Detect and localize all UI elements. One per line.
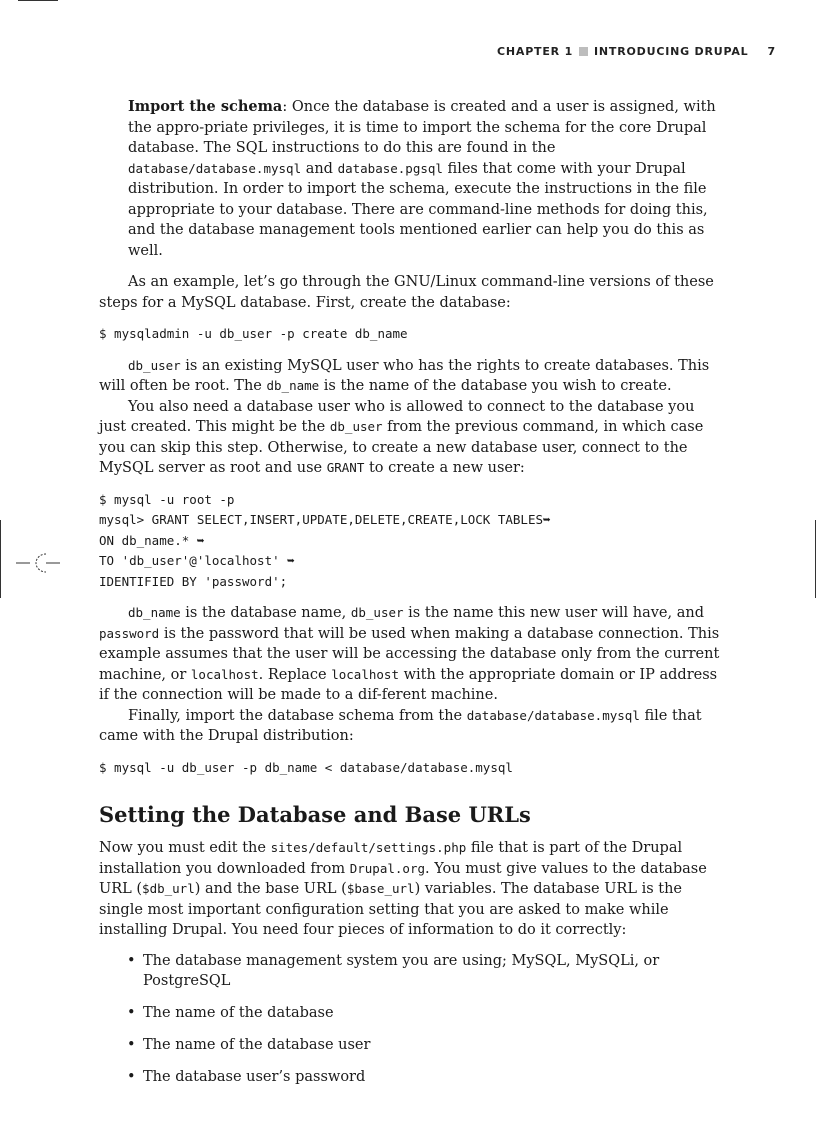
margin-rule-left (0, 520, 1, 598)
grant-explanation-paragraph: db_name is the database name, db_user is the name this new user will have, and password is the password that will be used when making a database connection. This example assumes that the user will be accessing the database only from the current machine, or localhost. Replace localhost with the appropriate domain or IP address if the connection will be made to a dif-ferent machine. (99, 605, 720, 703)
page-body (99, 97, 724, 1099)
code-mysqladmin: $ mysqladmin -u db_user -p create db_name (99, 326, 408, 341)
registration-mark-icon (16, 552, 60, 574)
chapter-label: CHAPTER 1 (497, 44, 574, 58)
separator-square-icon (579, 47, 588, 56)
list-item: • The database user’s password (99, 1067, 724, 1088)
code-line: ON db_name.* ➥ (99, 532, 205, 548)
import-schema-command-paragraph: Finally, import the database schema from the database/database.mysql file that came with the Drupal distribution: (99, 707, 702, 744)
list-item: • The name of the database user (99, 1035, 724, 1056)
requirements-list (99, 951, 724, 1088)
chapter-title: INTRODUCING DRUPAL (594, 44, 749, 58)
running-header (497, 43, 776, 59)
code-line: TO 'db_user'@'localhost' ➥ (99, 553, 295, 568)
code-import-schema: $ mysql -u db_user -p db_name < database/database.mysql (99, 759, 513, 775)
example-paragraph: As an example, let’s go through the GNU/Linux command-line versions of these steps for a MySQL database. First, create the database: (99, 274, 714, 311)
page-number: 7 (767, 44, 776, 58)
crop-mark (18, 0, 58, 1)
db-user-paragraph: db_user is an existing MySQL user who has the rights to create databases. This will often be root. The db_name is the name of the database you wish to create. (99, 357, 710, 394)
code-line: $ mysql -u root -p (99, 491, 235, 507)
import-schema-paragraph: Import the schema: Once the database is created and a user is assigned, with the appro-priate privileges, it is time to import the schema for the core Drupal database. The SQL instructions to do this are found in the database/database.mysql and database.pgsql files that come with your Drupal distribution. In order to import the schema, execute the instructions in the file appropriate to your database. There are command-line methods for doing this, and the database management tools mentioned earlier can help you do this as well. (128, 98, 716, 259)
list-item: • The name of the database (99, 1003, 724, 1024)
new-user-paragraph: You also need a database user who is allowed to connect to the database you just created. This might be the db_user from the previous command, in which case you can skip this step. Otherwise, to create a new database user, connect to the MySQL server as root and use GRANT to create a new user: (99, 398, 704, 476)
list-item: • The database management system you are using; MySQL, MySQLi, or PostgreSQL (99, 951, 724, 992)
code-line: mysql> GRANT SELECT,INSERT,UPDATE,DELETE,CREATE,LOCK TABLES➥ (99, 512, 551, 527)
settings-paragraph: Now you must edit the sites/default/settings.php file that is part of the Drupal installation you downloaded from Drupal.org. You must give values to the database URL ($db_url) and the base URL ($base_url) variables. The database URL is the single most important configuration setting that you are asked to make while installing Drupal. You need four pieces of information to do it correctly: (99, 840, 707, 938)
code-grant-block (99, 490, 724, 593)
section-heading: Setting the Database and Base URLs (99, 802, 531, 827)
import-schema-lead: Import the schema (128, 98, 283, 115)
code-line: IDENTIFIED BY 'password'; (99, 573, 288, 589)
